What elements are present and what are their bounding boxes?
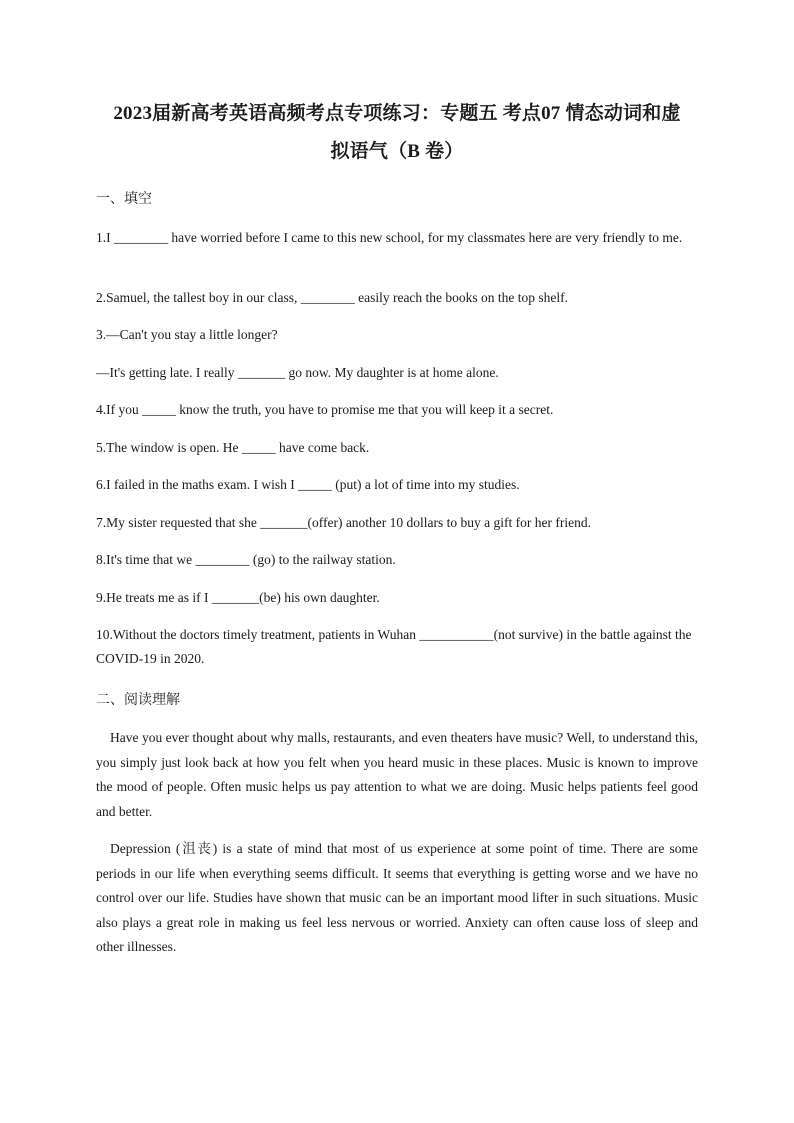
question-2: 2.Samuel, the tallest boy in our class, ________ easily reach the books on the top shelf.: [96, 290, 569, 305]
section-heading-reading: 二、阅读理解: [96, 692, 180, 708]
question-1: 1.I ________ have worried before I came to this new school, for my classmates here are very friendly to me.: [96, 230, 683, 245]
document-title-line-2: 拟语气（B 卷）: [330, 141, 464, 162]
question-3: 3.—Can't you stay a little longer?: [96, 327, 278, 342]
question-7: 7.My sister requested that she _______(offer) another 10 dollars to buy a gift for her friend.: [96, 515, 591, 530]
question-9: 9.He treats me as if I _______(be) his own daughter.: [96, 590, 380, 605]
question-8: 8.It's time that we ________ (go) to the railway station.: [96, 552, 396, 567]
question-5: 5.The window is open. He _____ have come back.: [96, 440, 370, 455]
question-6: 6.I failed in the maths exam. I wish I _____ (put) a lot of time into my studies.: [96, 477, 520, 492]
question-4: 4.If you _____ know the truth, you have to promise me that you will keep it a secret.: [96, 402, 554, 417]
question-3-answer-line: —It's getting late. I really _______ go now. My daughter is at home alone.: [96, 365, 499, 380]
section-heading-fill-in: 一、填空: [96, 191, 152, 207]
question-10: 10.Without the doctors timely treatment, patients in Wuhan ___________(not survive) in the battle against the COVID-19 in 2020.: [96, 627, 692, 666]
reading-paragraph-2: Depression (沮丧) is a state of mind that most of us experience at some point of time. There are some periods in our life when everything seems difficult. It seems that everything is getting worse and we have no control over our life. Studies have shown that music can be an important mood lifter in such situations. Music also plays a great role in making us feel less nervous or worried. Anxiety can often cause loss of sleep and other illnesses.: [96, 841, 698, 954]
document-title-line-1: 2023届新高考英语高频考点专项练习：专题五 考点07 情态动词和虚: [113, 103, 681, 124]
reading-paragraph-1: Have you ever thought about why malls, restaurants, and even theaters have music? Well, to understand this, you simply just look back at how you felt when you heard music in these places. Music is known to improve the mood of people. Often music helps us pay attention to what we are doing. Music helps patients feel good and better.: [96, 730, 698, 819]
